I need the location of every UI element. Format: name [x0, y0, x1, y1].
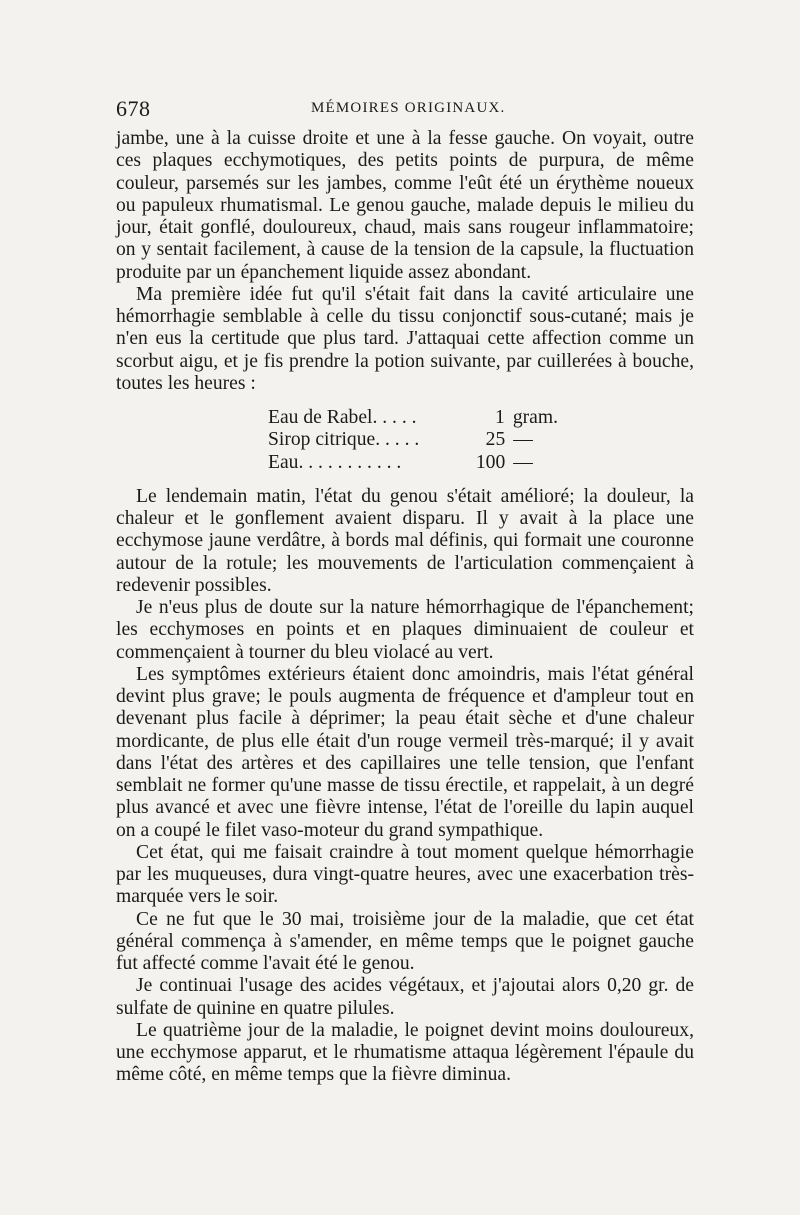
- prescription-quantity: 100: [475, 451, 506, 473]
- paragraph-4: Je n'eus plus de doute sur la nature hémorrhagique de l'épanchement; les ecchymoses en points et en plaques diminuaient de couleur et commençaient à tourner du bleu violacé au vert.: [116, 597, 694, 663]
- prescription-row: [268, 407, 558, 429]
- page-header: [116, 96, 694, 124]
- running-title: MÉMOIRES ORIGINAUX.: [311, 100, 506, 116]
- paragraph-2: Ma première idée fut qu'il s'était fait dans la cavité articulaire une hémorrhagie semblable à celle du tissu conjonctif sous-cutané; mais je n'en eus la certitude que plus tard. J'attaquai cette affection comme un scorbut aigu, et je fis prendre la potion suivante, par cuillerées à bouche, toutes les heures :: [116, 283, 694, 394]
- body-text: [116, 128, 694, 1087]
- prescription-row: [268, 429, 558, 451]
- paragraph-1: jambe, une à la cuisse droite et une à la fesse gauche. On voyait, outre ces plaques ecchymotiques, des petits points de purpura, de même couleur, parsemés sur les jambes, comme l'eût été un érythème noueux ou papuleux rhumatismal. Le genou gauche, malade depuis le milieu du jour, était gonflé, douloureux, chaud, mais sans rougeur inflammatoire; on y sentait facilement, à cause de la tension de la capsule, la fluctuation produite par un épanchement liquide assez abondant.: [116, 128, 694, 283]
- paragraph-6: Cet état, qui me faisait craindre à tout moment quelque hémorrhagie par les muqueuses, dura vingt-quatre heures, avec une exacerbation très-marquée vers le soir.: [116, 841, 694, 908]
- prescription-row: [268, 452, 558, 474]
- prescription-item: Sirop citrique. . . . .: [268, 429, 420, 451]
- paragraph-8: Je continuai l'usage des acides végétaux, et j'ajoutai alors 0,20 gr. de sulfate de quinine en quatre pilules.: [116, 975, 694, 1019]
- prescription-unit: —: [513, 429, 533, 451]
- prescription-quantity: 25: [485, 429, 506, 451]
- page-number: 678: [116, 96, 151, 121]
- paragraph-3: Le lendemain matin, l'état du genou s'était amélioré; la douleur, la chaleur et le gonflement avaient disparu. Il y avait à la place une ecchymose jaune verdâtre, à bords mal définis, qui formait une couronne autour de la rotule; les mouvements de l'articulation commençaient à redevenir possibles.: [116, 485, 694, 596]
- prescription-quantity: 1: [495, 407, 505, 428]
- prescription-table: [268, 407, 558, 474]
- paragraph-7: Ce ne fut que le 30 mai, troisième jour de la maladie, que cet état général commença à s'amender, en même temps que le poignet gauche fut affecté comme l'avait été le genou.: [116, 908, 694, 974]
- prescription-item: Eau. . . . . . . . . . .: [268, 451, 402, 473]
- paragraph-9: Le quatrième jour de la maladie, le poignet devint moins douloureux, une ecchymose apparut, et le rhumatisme attaqua légèrement l'épaule du même côté, en même temps que la fièvre diminua.: [116, 1019, 694, 1086]
- prescription-unit: —: [513, 451, 533, 473]
- paragraph-5: Les symptômes extérieurs étaient donc amoindris, mais l'état général devint plus grave; le pouls augmenta de fréquence et d'ampleur tout en devenant plus facile à déprimer; la peau était sèche et d'une chaleur mordicante, de plus elle était d'un rouge vermeil très-marqué; il y avait dans l'état des artères et des capillaires une telle tension, que l'enfant semblait ne former qu'une masse de tissu érectile, et rappelait, à un degré plus avancé et avec une fièvre intense, l'état de l'oreille du lapin auquel on a coupé le filet vaso-moteur du grand sympathique.: [116, 663, 694, 841]
- prescription-unit: gram.: [512, 407, 558, 428]
- prescription-item: Eau de Rabel. . . . .: [268, 407, 417, 428]
